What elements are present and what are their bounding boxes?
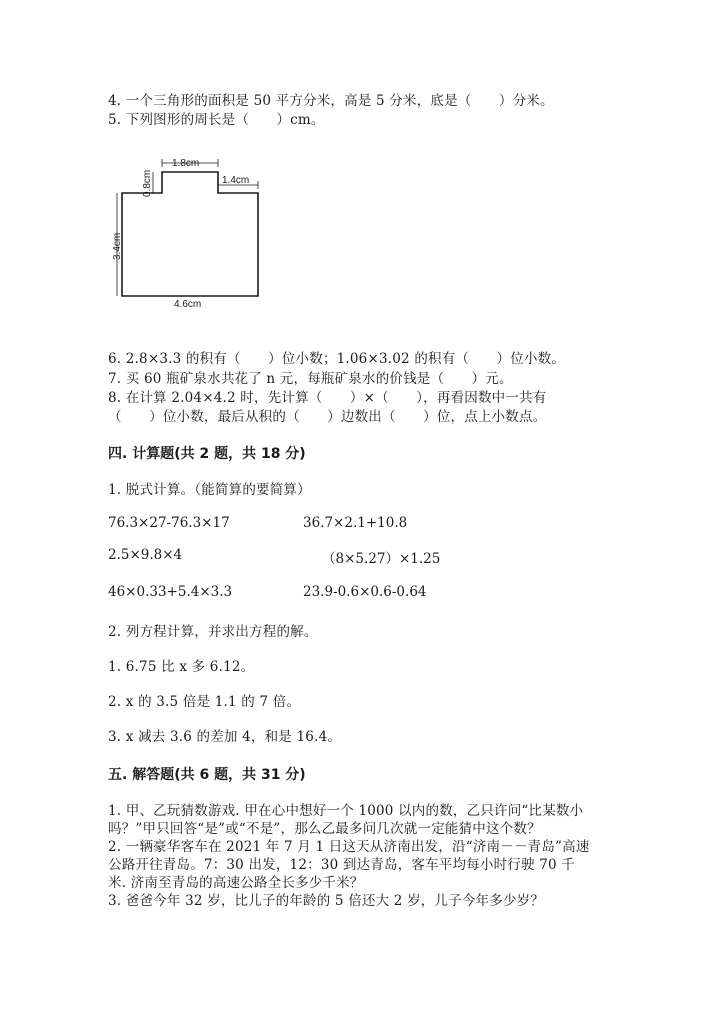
question-8-line-1: 8. 在计算 2.04×4.2 时，先计算（ ）×（ ），再看因数中一共有	[108, 390, 547, 406]
section-5-line: 1. 甲、乙玩猜数游戏. 甲在心中想好一个 1000 以内的数，乙只许问“比某数小	[108, 803, 584, 819]
label-top-width: 1.8cm	[172, 158, 200, 169]
section-4-title: 四. 计算题(共 2 题，共 18 分)	[108, 446, 306, 462]
equation-item: 3. x 减去 3.6 的差加 4，和是 16.4。	[108, 729, 342, 745]
section-5-line: 米. 济南至青岛的高速公路全长多少千米？	[108, 875, 364, 891]
label-left-height: 3.4cm	[112, 232, 123, 260]
section-5-line: 2. 一辆豪华客车在 2021 年 7 月 1 日这天从济南出发，沿“济南－－青岛”高速	[108, 839, 590, 855]
calc-item: 76.3×27-76.3×17	[108, 515, 230, 531]
equation-item: 1. 6.75 比 x 多 6.12。	[108, 659, 255, 675]
section-4-sub-2: 2. 列方程计算，并求出方程的解。	[108, 624, 318, 640]
label-bottom-width: 4.6cm	[174, 299, 202, 310]
question-6: 6. 2.8×3.3 的积有（ ）位小数；1.06×3.02 的积有（ ）位小数。	[108, 351, 566, 367]
section-5-line: 3. 爸爸今年 32 岁，比儿子的年龄的 5 倍还大 2 岁，儿子今年多少岁？	[108, 893, 545, 909]
question-4: 4. 一个三角形的面积是 50 平方分米，高是 5 分米，底是（ ）分米。	[108, 93, 554, 109]
question-8-line-2: （ ）位小数，最后从积的（ ）边数出（ ）位，点上小数点。	[108, 409, 547, 425]
section-5-title: 五. 解答题(共 6 题，共 31 分)	[108, 767, 306, 783]
question-5: 5. 下列图形的周长是（ ）cm。	[108, 112, 325, 128]
label-left-small-height: 0.8cm	[142, 169, 153, 197]
section-5-line: 吗？”甲只回答“是”或“不是”，那么乙最多问几次就一定能猜中这个数？	[108, 821, 541, 837]
section-5-line: 公路开往青岛。7：30 出发，12：30 到达青岛，客车平均每小时行驶 70 千	[108, 857, 575, 873]
section-4-sub-1: 1. 脱式计算。（能简算的要简算）	[108, 482, 311, 498]
equation-item: 2. x 的 3.5 倍是 1.1 的 7 倍。	[108, 694, 301, 710]
label-right-small-width: 1.4cm	[222, 175, 250, 186]
calc-item: 46×0.33+5.4×3.3	[108, 584, 233, 600]
calc-item: 36.7×2.1+10.8	[303, 515, 408, 531]
calc-item: 23.9-0.6×0.6-0.64	[303, 584, 427, 600]
calc-item: （8×5.27）×1.25	[322, 551, 441, 567]
question-7: 7. 买 60 瓶矿泉水共花了 n 元，每瓶矿泉水的价钱是（ ）元。	[108, 371, 513, 387]
calc-item: 2.5×9.8×4	[108, 547, 183, 563]
perimeter-figure	[108, 152, 278, 312]
